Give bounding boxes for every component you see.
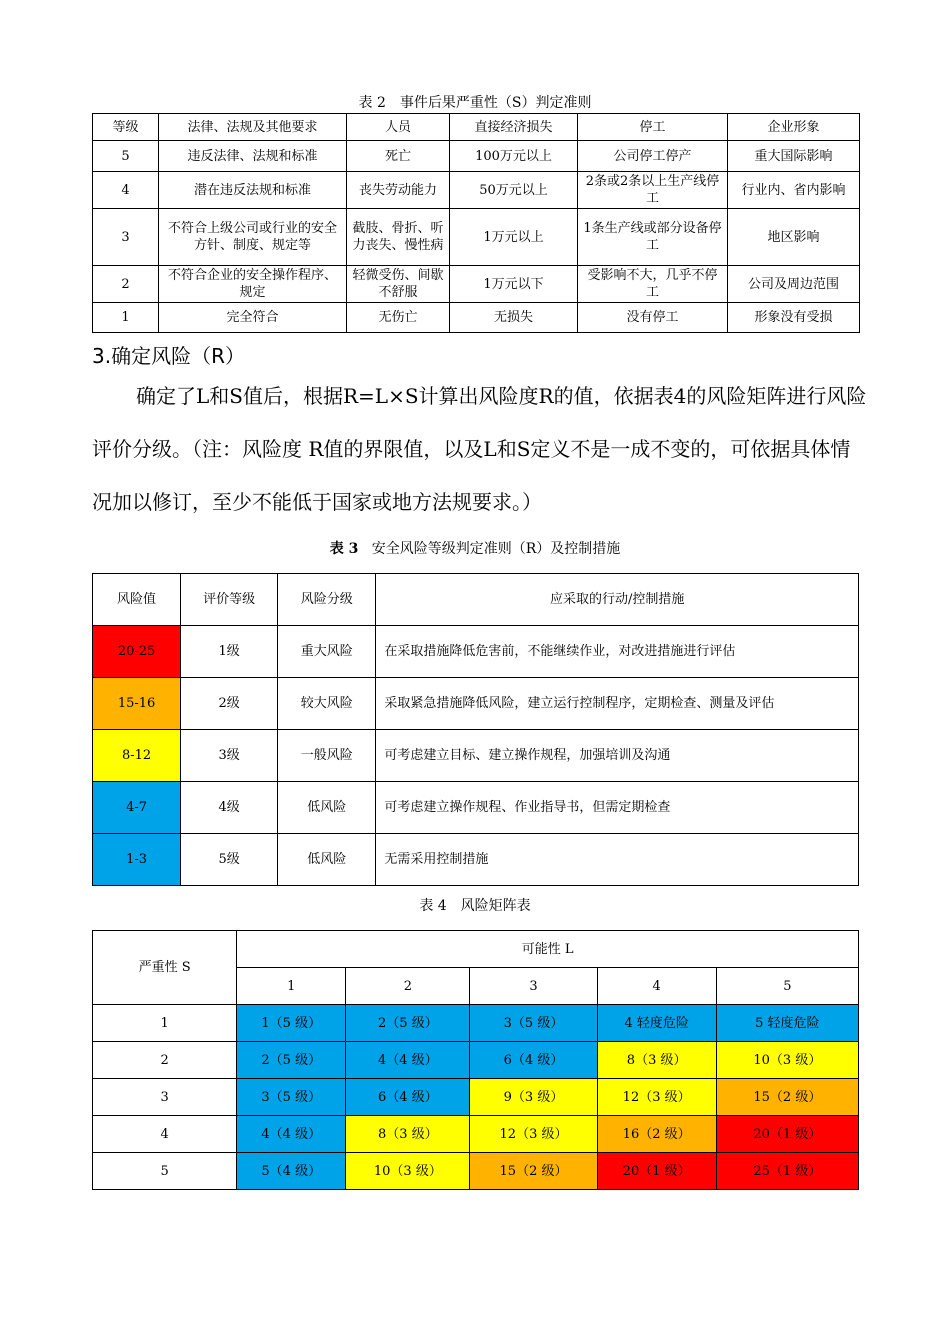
grade-cell: 3级 <box>181 730 278 782</box>
matrix-cell: 9（3 级） <box>470 1079 597 1116</box>
table-cell: 50万元以上 <box>450 172 578 209</box>
table-cell: 4 <box>93 172 159 209</box>
matrix-cell: 6（4 级） <box>346 1079 470 1116</box>
matrix-cell: 2（5 级） <box>346 1005 470 1042</box>
table-cell: 1条生产线或部分设备停工 <box>578 209 728 266</box>
matrix-cell: 20（1 级） <box>716 1116 858 1153</box>
matrix-row <box>93 1116 859 1153</box>
matrix-cell: 10（3 级） <box>346 1153 470 1190</box>
table-cell: 违反法律、法规和标准 <box>159 141 347 172</box>
matrix-cell: 16（2 级） <box>597 1116 716 1153</box>
table-cell: 100万元以上 <box>450 141 578 172</box>
severity-value: 4 <box>93 1116 237 1153</box>
column-header: 风险值 <box>93 574 181 626</box>
table-row <box>93 209 860 266</box>
severity-label: 严重性 S <box>93 931 237 1005</box>
likelihood-value: 2 <box>346 968 470 1005</box>
table-cell: 重大国际影响 <box>728 141 860 172</box>
action-cell: 可考虑建立操作规程、作业指导书，但需定期检查 <box>376 782 859 834</box>
matrix-cell: 15（2 级） <box>470 1153 597 1190</box>
likelihood-value: 1 <box>237 968 346 1005</box>
table-row <box>93 266 860 303</box>
table-row <box>93 172 860 209</box>
matrix-cell: 3（5 级） <box>237 1079 346 1116</box>
table-cell: 2条或2条以上生产线停工 <box>578 172 728 209</box>
matrix-cell: 25（1 级） <box>716 1153 858 1190</box>
table-cell: 不符合企业的安全操作程序、规定 <box>159 266 347 303</box>
table-cell: 无损失 <box>450 303 578 333</box>
matrix-header-row <box>93 931 859 968</box>
table-cell: 潜在违反法规和标准 <box>159 172 347 209</box>
table-cell: 受影响不大，几乎不停工 <box>578 266 728 303</box>
table3-caption-prefix: 表 3 <box>329 541 359 557</box>
table-cell: 没有停工 <box>578 303 728 333</box>
matrix-cell: 1（5 级） <box>237 1005 346 1042</box>
table-cell: 截肢、骨折、听力丧失、慢性病 <box>347 209 450 266</box>
matrix-cell: 8（3 级） <box>346 1116 470 1153</box>
risk-value-cell: 1-3 <box>93 834 181 886</box>
action-cell: 可考虑建立目标、建立操作规程，加强培训及沟通 <box>376 730 859 782</box>
matrix-cell: 20（1 级） <box>597 1153 716 1190</box>
likelihood-label: 可能性 L <box>237 931 859 968</box>
risk-level-table <box>92 573 859 886</box>
matrix-cell: 15（2 级） <box>716 1079 858 1116</box>
risk-level-cell: 一般风险 <box>278 730 376 782</box>
table-header-row <box>93 114 860 141</box>
column-header: 应采取的行动/控制措施 <box>376 574 859 626</box>
table-header-row <box>93 574 859 626</box>
section-paragraph: 确定了L和S值后，根据R=L×S计算出风险度R的值，依据表4的风险矩阵进行风险评价分级。（注：风险度 R值的界限值，以及L和S定义不是一成不变的，可依据具体情况加以修订，至少不能低于国家或地方法规要求。） <box>92 384 867 514</box>
table-row <box>93 303 860 333</box>
action-cell: 在采取措施降低危害前，不能继续作业，对改进措施进行评估 <box>376 626 859 678</box>
table3-caption-text: 安全风险等级判定准则（R）及控制措施 <box>371 541 621 557</box>
matrix-cell: 4（4 级） <box>237 1116 346 1153</box>
column-header: 企业形象 <box>728 114 860 141</box>
table3-caption <box>0 538 950 558</box>
matrix-cell: 3（5 级） <box>470 1005 597 1042</box>
matrix-row <box>93 1153 859 1190</box>
table-row <box>93 141 860 172</box>
likelihood-value: 3 <box>470 968 597 1005</box>
table-cell: 地区影响 <box>728 209 860 266</box>
matrix-cell: 4（4 级） <box>346 1042 470 1079</box>
severity-criteria-table <box>92 113 860 333</box>
matrix-cell: 6（4 级） <box>470 1042 597 1079</box>
table-cell: 无伤亡 <box>347 303 450 333</box>
table-cell: 完全符合 <box>159 303 347 333</box>
table-cell: 5 <box>93 141 159 172</box>
matrix-cell: 12（3 级） <box>597 1079 716 1116</box>
table4-caption: 表 4 风险矩阵表 <box>419 898 531 914</box>
table-row <box>93 834 859 886</box>
action-cell: 采取紧急措施降低风险，建立运行控制程序，定期检查、测量及评估 <box>376 678 859 730</box>
table-cell: 轻微受伤、间歇不舒服 <box>347 266 450 303</box>
table-cell: 丧失劳动能力 <box>347 172 450 209</box>
column-header: 直接经济损失 <box>450 114 578 141</box>
table-cell: 形象没有受损 <box>728 303 860 333</box>
matrix-cell: 12（3 级） <box>470 1116 597 1153</box>
matrix-cell: 5（4 级） <box>237 1153 346 1190</box>
column-header: 等级 <box>93 114 159 141</box>
column-header: 评价等级 <box>181 574 278 626</box>
table-cell: 死亡 <box>347 141 450 172</box>
table-cell: 行业内、省内影响 <box>728 172 860 209</box>
severity-value: 5 <box>93 1153 237 1190</box>
severity-value: 1 <box>93 1005 237 1042</box>
grade-cell: 2级 <box>181 678 278 730</box>
column-header: 法律、法规及其他要求 <box>159 114 347 141</box>
table-cell: 1 <box>93 303 159 333</box>
table-row <box>93 782 859 834</box>
risk-value-cell: 8-12 <box>93 730 181 782</box>
matrix-cell: 5 轻度危险 <box>716 1005 858 1042</box>
grade-cell: 5级 <box>181 834 278 886</box>
matrix-row <box>93 1005 859 1042</box>
grade-cell: 4级 <box>181 782 278 834</box>
action-cell: 无需采用控制措施 <box>376 834 859 886</box>
risk-level-cell: 重大风险 <box>278 626 376 678</box>
risk-matrix-table <box>92 930 859 1190</box>
table-cell: 1万元以下 <box>450 266 578 303</box>
section-heading: 3.确定风险（R） <box>92 344 245 368</box>
matrix-row <box>93 1079 859 1116</box>
table-row <box>93 730 859 782</box>
likelihood-value: 5 <box>716 968 858 1005</box>
grade-cell: 1级 <box>181 626 278 678</box>
risk-value-cell: 4-7 <box>93 782 181 834</box>
table-row <box>93 626 859 678</box>
matrix-row <box>93 1042 859 1079</box>
risk-value-cell: 20-25 <box>93 626 181 678</box>
severity-value: 3 <box>93 1079 237 1116</box>
column-header: 停工 <box>578 114 728 141</box>
matrix-cell: 4 轻度危险 <box>597 1005 716 1042</box>
risk-level-cell: 低风险 <box>278 834 376 886</box>
table-cell: 2 <box>93 266 159 303</box>
table-cell: 1万元以上 <box>450 209 578 266</box>
risk-level-cell: 低风险 <box>278 782 376 834</box>
risk-level-cell: 较大风险 <box>278 678 376 730</box>
table-cell: 3 <box>93 209 159 266</box>
table-cell: 公司停工停产 <box>578 141 728 172</box>
likelihood-value: 4 <box>597 968 716 1005</box>
matrix-cell: 2（5 级） <box>237 1042 346 1079</box>
table-cell: 不符合上级公司或行业的安全方针、制度、规定等 <box>159 209 347 266</box>
table2-caption: 表 2 事件后果严重性（S）判定准则 <box>358 95 592 111</box>
severity-value: 2 <box>93 1042 237 1079</box>
table-row <box>93 678 859 730</box>
matrix-cell: 10（3 级） <box>716 1042 858 1079</box>
table-cell: 公司及周边范围 <box>728 266 860 303</box>
column-header: 风险分级 <box>278 574 376 626</box>
risk-value-cell: 15-16 <box>93 678 181 730</box>
matrix-cell: 8（3 级） <box>597 1042 716 1079</box>
column-header: 人员 <box>347 114 450 141</box>
